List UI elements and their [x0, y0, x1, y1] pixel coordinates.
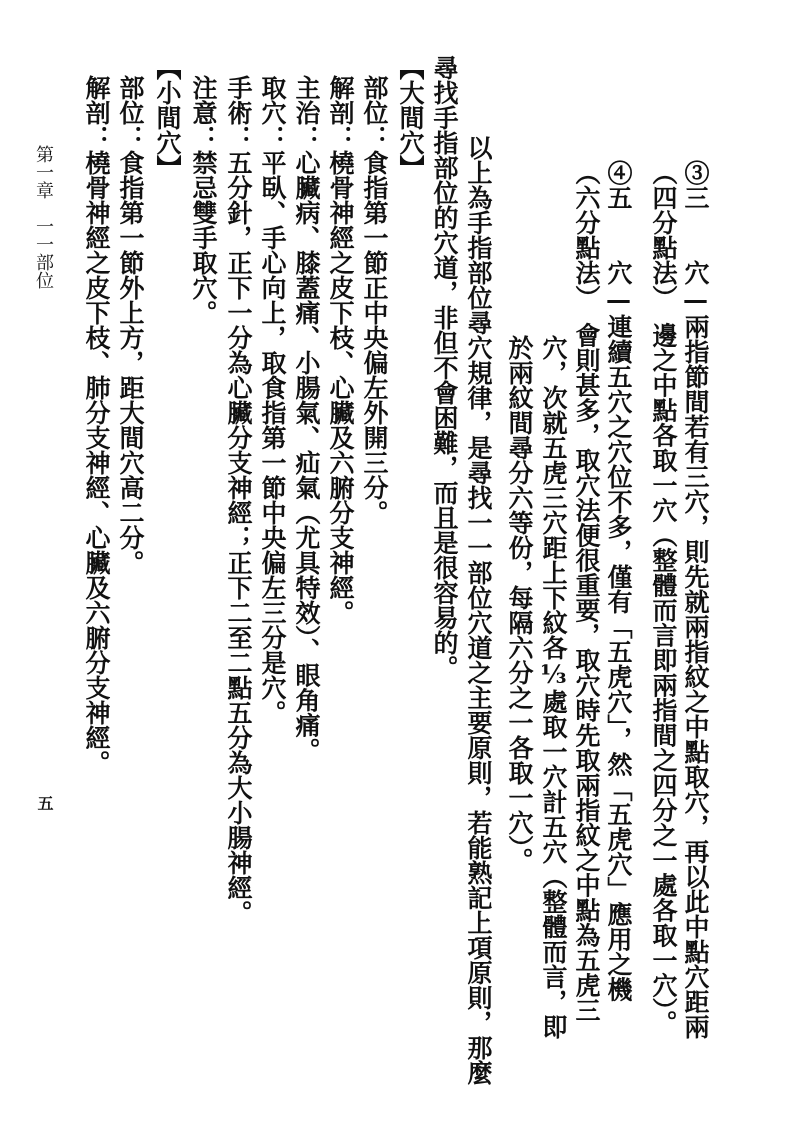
text-line-7: 以上為手指部位尋穴規律，是尋找一一部位穴道之主要原則，若能熟記上項原則，那麼: [464, 135, 493, 1085]
section-heading-xiaojian: 【小間穴】: [153, 55, 182, 180]
text-line-4: （六分點法） 會則甚多，取穴法便很重要，取穴時先取兩指紋之中點為五虎三: [572, 160, 601, 1023]
text-line-6: 於兩紋間尋分六等份，每隔六分之一各取一穴）。: [505, 335, 534, 873]
text-line-11: 解剖：橈骨神經之皮下枝、心臟及六腑分支神經。: [326, 75, 355, 625]
text-line-12: 主治：心臟病、膝蓋痛、小腸氣、疝氣（尤具特效）、眼角痛。: [292, 75, 321, 763]
text-line-1: ③三 穴—兩指節間若有三穴，則先就兩指紋之中點取穴，再以此中點穴距兩: [681, 160, 710, 1039]
text-line-10: 部位：食指第一節正中央偏左外開三分。: [360, 75, 389, 525]
text-line-14: 手術：五分針，正下一分為心臟分支神經；正下二至二點五分為大小腸神經。: [224, 75, 253, 925]
text-line-13: 取穴：平臥、手心向上，取食指第一節中央偏左三分是穴。: [258, 75, 287, 725]
text-line-2: （四分點法） 邊之中點各取一穴（整體而言即兩指間之四分之一處各取一穴）。: [649, 160, 678, 1035]
text-line-3: ④五 穴—連續五穴之穴位不多，僅有「五虎穴」，然「五虎穴」應用之機: [604, 160, 633, 1002]
chapter-footer: 第一章 一一部位: [33, 145, 54, 289]
section-heading-dajian: 【大間穴】: [396, 55, 425, 180]
text-line-15: 注意：禁忌雙手取穴。: [189, 75, 218, 325]
text-line-5: 穴，次就五虎三穴距上下紋各⅓處取一穴計五穴（整體而言，即: [539, 335, 568, 1039]
page-number: 五: [35, 795, 54, 811]
text-line-18: 解剖：橈骨神經之皮下枝、肺分支神經、心臟及六腑分支神經。: [82, 75, 111, 775]
text-line-17: 部位：食指第一節外上方，距大間穴高二分。: [116, 75, 145, 575]
text-line-8: 尋找手指部位的穴道，非但不會困難，而且是很容易的。: [430, 55, 459, 680]
